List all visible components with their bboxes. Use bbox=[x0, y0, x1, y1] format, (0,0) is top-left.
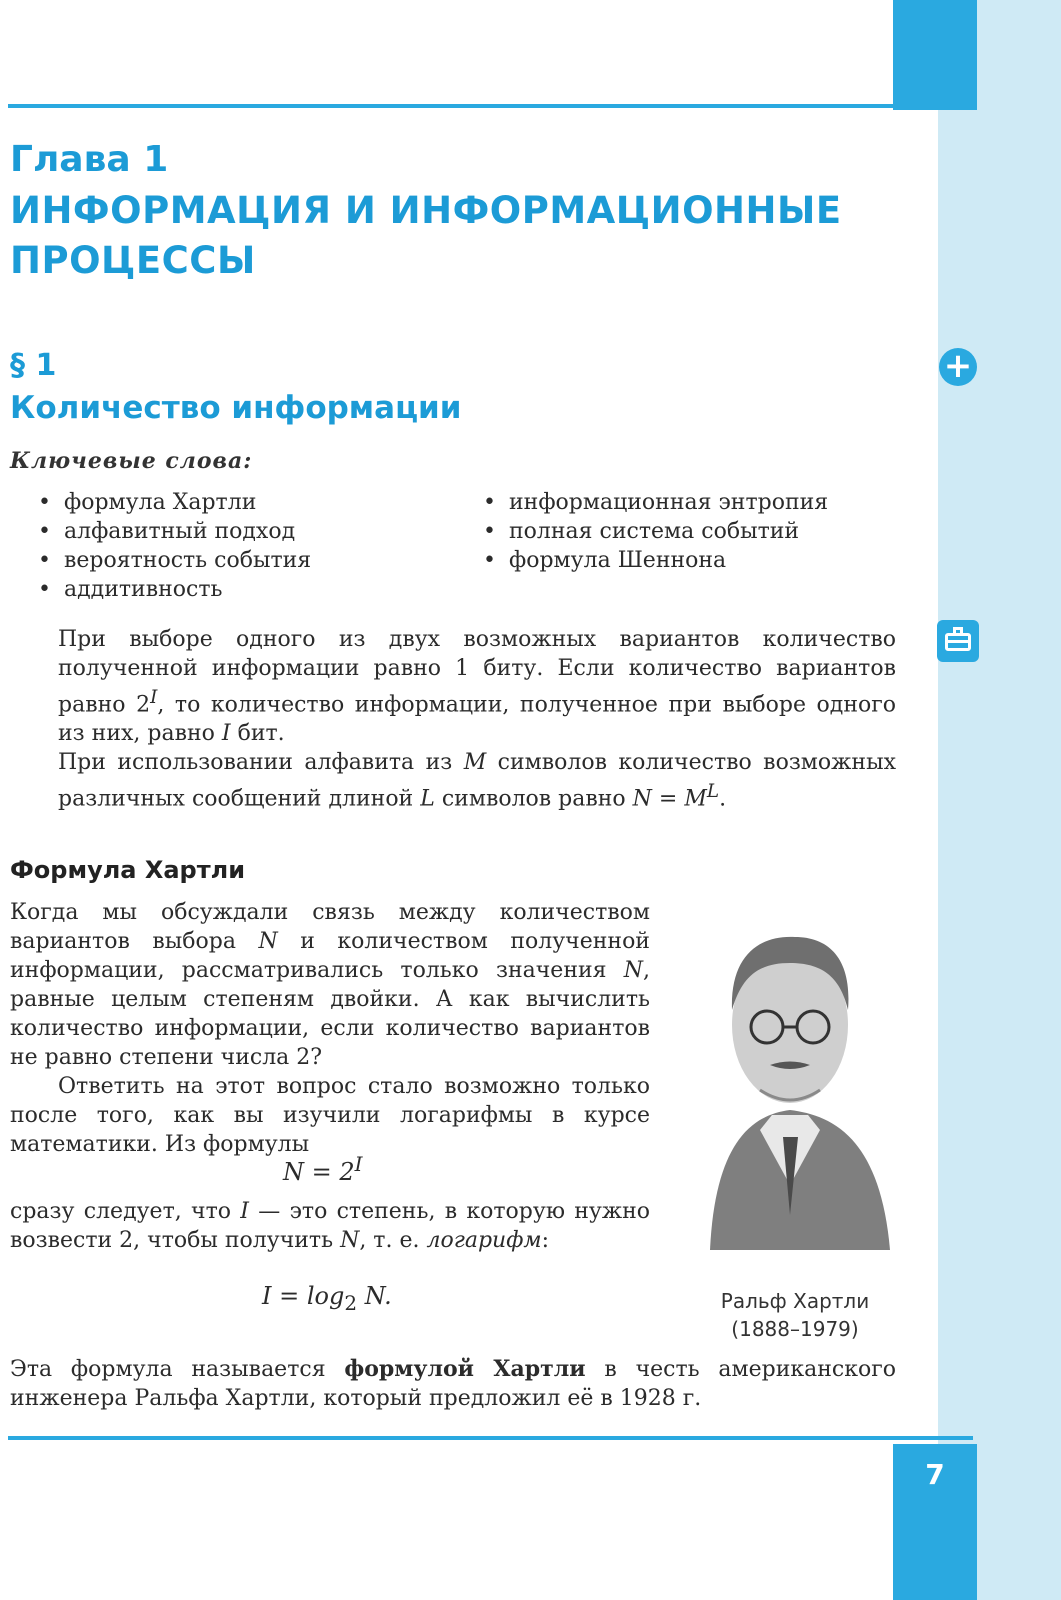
summary-paragraph-2: При использовании алфавита из M символов количество возможных различных сообщений длиной L символов равно $N = M^L$. bbox=[58, 750, 896, 812]
formula-n-equals-2-pow-i: $N = 2^I$ bbox=[283, 1152, 363, 1186]
keywords-list-left bbox=[10, 488, 311, 604]
top-rule bbox=[8, 104, 973, 108]
page-number: 7 bbox=[925, 1458, 945, 1491]
keywords-label: Ключевые слова: bbox=[10, 448, 253, 474]
section-heading bbox=[10, 345, 461, 429]
body-paragraph-1: Когда мы обсуждали связь между количеством вариантов выбора N и количеством полученной информации, рассматривались только значения N, равные целым степеням двойки. А как вычислить количество информации, если количество вариантов не равно степени числа 2? bbox=[10, 900, 651, 1070]
keyword-item: • полная система событий bbox=[455, 517, 828, 546]
summary-box bbox=[58, 625, 896, 814]
section-title: Количество информации bbox=[10, 390, 462, 426]
portrait-years: (1888–1979) bbox=[731, 1317, 859, 1341]
chapter-number: Глава 1 bbox=[10, 139, 169, 180]
conclusion-paragraph: Эта формула называется формулой Хартли в честь американского инженера Ральфа Хартли, который предложил её в 1928 г. bbox=[10, 1356, 896, 1411]
chapter-heading bbox=[10, 138, 890, 286]
body-paragraphs bbox=[10, 898, 650, 1159]
section-mark: § 1 bbox=[10, 348, 57, 383]
body-paragraph-3: сразу следует, что I — это степень, в которую нужно возвести 2, чтобы получить N, т. е. логарифм: bbox=[10, 1199, 651, 1253]
keyword-item: • алфавитный подход bbox=[10, 517, 311, 546]
summary-paragraph-1: При выборе одного из двух возможных вариантов количество полученной информации равно 1 биту. Если количество вариантов равно $2^I$, то количество информации, полученное при выборе одного из них, равно I бит. bbox=[58, 627, 897, 747]
briefcase-icon[interactable] bbox=[937, 620, 979, 662]
formula-log2: $I = \log_2 N$. bbox=[262, 1282, 392, 1315]
chapter-title: ИНФОРМАЦИЯ И ИНФОРМАЦИОННЫЕ ПРОЦЕССЫ bbox=[10, 189, 842, 282]
top-tab bbox=[893, 0, 977, 110]
keyword-item: • формула Хартли bbox=[10, 488, 311, 517]
keyword-item: • вероятность события bbox=[10, 546, 311, 575]
keywords-list-right bbox=[455, 488, 828, 575]
portrait-name: Ральф Хартли bbox=[720, 1289, 870, 1313]
subsection-title: Формула Хартли bbox=[10, 856, 246, 884]
portrait-caption bbox=[690, 1287, 900, 1343]
keyword-item: • аддитивность bbox=[10, 575, 311, 604]
bottom-rule bbox=[8, 1436, 973, 1440]
margin-band bbox=[938, 0, 1061, 1600]
hartley-portrait bbox=[690, 915, 900, 1250]
keyword-item: • информационная энтропия bbox=[455, 488, 828, 517]
plus-circle-icon[interactable]: + bbox=[939, 348, 977, 386]
body-paragraph-2: Ответить на этот вопрос стало возможно только после того, как вы изучили логарифмы в курсе математики. Из формулы bbox=[10, 1074, 650, 1157]
keyword-item: • формула Шеннона bbox=[455, 546, 828, 575]
